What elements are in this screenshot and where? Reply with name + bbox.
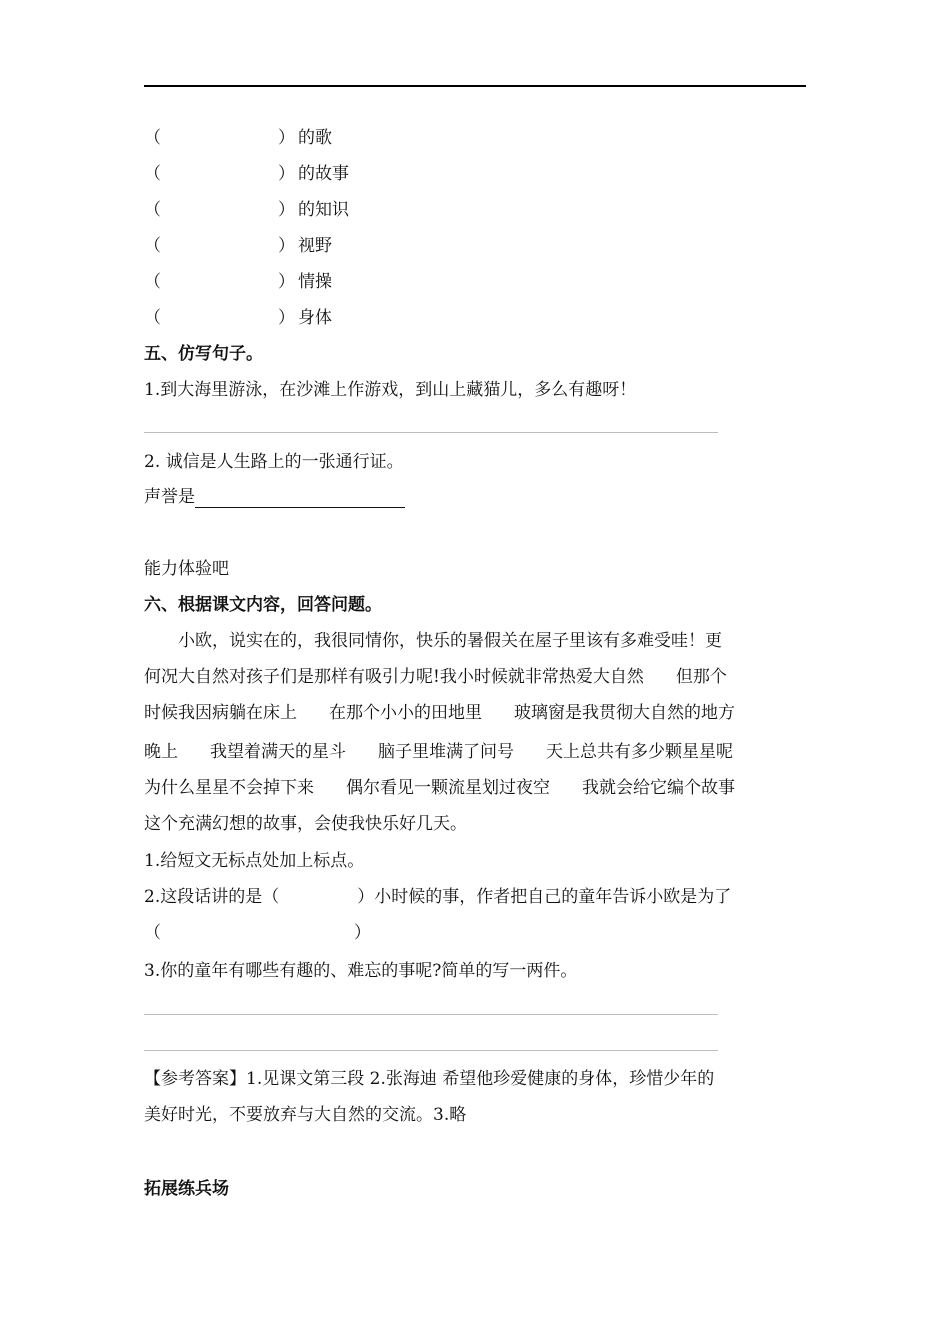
passage-text: 天上总共有多少颗星星呢: [546, 742, 733, 762]
paren-close: ）: [278, 200, 295, 220]
ability-heading: 能力体验吧: [144, 559, 229, 579]
fill-blank-text: 视野: [298, 236, 332, 256]
fill-blank-text: 的知识: [298, 200, 349, 220]
passage-text: 脑子里堆满了问号: [378, 742, 514, 762]
section-6-question-1: 1.给短文无标点处加上标点。: [144, 851, 365, 871]
passage-text: 时候我因病躺在床上: [144, 703, 297, 723]
paren-close: ）: [354, 923, 371, 943]
prompt-text: 声誉是: [144, 487, 195, 507]
answer-blank[interactable]: [195, 490, 405, 508]
paren-open: （: [144, 164, 161, 184]
passage-line: [144, 666, 727, 688]
passage-line: [144, 813, 467, 835]
passage-text: 何况大自然对孩子们是那样有吸引力呢!我小时候就非常热爱大自然: [144, 667, 644, 687]
paren-close: ）: [278, 128, 295, 148]
paren-open: （: [144, 236, 161, 256]
reference-answer-line-2: 美好时光，不要放弃与大自然的交流。3.略: [144, 1105, 467, 1125]
fill-blank-text: 身体: [298, 308, 332, 328]
passage-text: 我就会给它编个故事: [582, 778, 735, 798]
passage-line: [144, 741, 733, 763]
answer-line[interactable]: [144, 1050, 718, 1051]
paren-close: ）: [278, 236, 295, 256]
paren-open: （: [144, 308, 161, 328]
section-6-title: 六、根据课文内容，回答问题。: [144, 595, 382, 615]
answer-line[interactable]: [144, 1014, 718, 1015]
fill-blank-text: 的歌: [298, 128, 332, 148]
passage-text: 玻璃窗是我贯彻大自然的地方: [514, 703, 735, 723]
question-text: ）小时候的事，作者把自己的童年告诉小欧是为了: [357, 887, 732, 907]
section-5-question-2: 2. 诚信是人生路上的一张通行证。: [144, 452, 404, 472]
passage-text: 小欧，说实在的，我很同情你，快乐的暑假关在屋子里该有多难受哇！更: [178, 631, 722, 651]
passage-text: 但那个: [675, 667, 727, 687]
section-5-question-1: 1.到大海里游泳，在沙滩上作游戏，到山上藏猫儿，多么有趣呀！: [144, 380, 637, 400]
section-5-question-2-prompt: [144, 486, 405, 508]
passage-line: [144, 702, 735, 724]
paren-open: （: [144, 128, 161, 148]
question-text: 2.这段话讲的是（: [144, 887, 280, 907]
fill-blank-text: 情操: [298, 272, 332, 292]
passage-text: 我望着满天的星斗: [210, 742, 346, 762]
reference-answer-line-1: 【参考答案】1.见课文第三段 2.张海迪 希望他珍爱健康的身体，珍惜少年的: [144, 1069, 715, 1089]
paren-close: ）: [278, 308, 295, 328]
header-rule: [144, 85, 806, 87]
section-6-question-3: 3.你的童年有哪些有趣的、难忘的事呢?简单的写一两件。: [144, 961, 578, 981]
passage-line: [144, 777, 735, 799]
fill-blank-text: 的故事: [298, 164, 349, 184]
paren-open: （: [144, 200, 161, 220]
passage-text: 晚上: [144, 742, 178, 762]
paren-close: ）: [278, 164, 295, 184]
passage-text: 这个充满幻想的故事，会使我快乐好几天。: [144, 814, 467, 834]
passage-text: 为什么星星不会掉下来: [144, 778, 314, 798]
passage-text: 偶尔看见一颗流星划过夜空: [346, 778, 550, 798]
passage-text: 在那个小小的田地里: [329, 703, 482, 723]
passage-line: [178, 630, 722, 652]
paren-open: （: [144, 272, 161, 292]
section-6-question-2: [144, 886, 731, 908]
paren-close: ）: [278, 272, 295, 292]
section-5-title: 五、仿写句子。: [144, 344, 263, 364]
answer-line[interactable]: [144, 432, 718, 433]
paren-open: （: [144, 923, 161, 943]
extension-heading: 拓展练兵场: [144, 1179, 229, 1199]
